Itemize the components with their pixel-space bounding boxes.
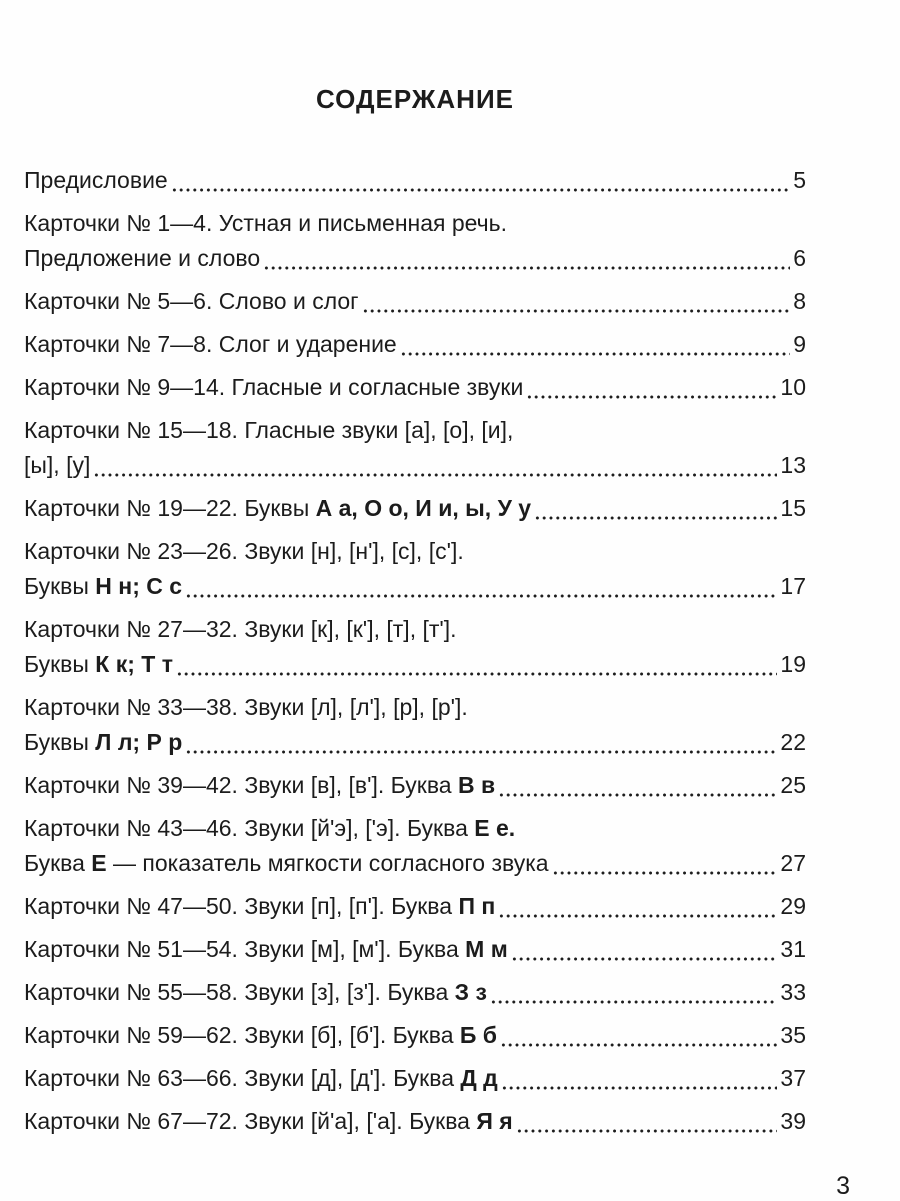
toc-entry (24, 163, 806, 198)
toc-entry-text (24, 1104, 513, 1139)
dot-leader (552, 846, 778, 881)
toc-page-number: 35 (780, 1022, 806, 1048)
text-segment: Карточки № 59—62. Звуки [б], [б']. Буква (24, 1022, 460, 1048)
toc-page-number: 25 (780, 772, 806, 798)
text-segment: Карточки № 47—50. Звуки [п], [п']. Буква (24, 893, 459, 919)
text-segment: Буквы (24, 729, 96, 755)
toc-page-number: 17 (780, 573, 806, 599)
text-segment: Карточки № 7—8. Слог и ударение (24, 331, 397, 357)
text-segment: Буквы (24, 573, 96, 599)
toc-entry (24, 889, 806, 924)
toc-entry-text (24, 1061, 498, 1096)
text-segment: Карточки № 43—46. Звуки [й'э], ['э]. Буква (24, 815, 475, 841)
toc-entry-line (24, 690, 806, 725)
toc-entry-line (24, 1061, 806, 1096)
letter-highlight: А а, О о, И и, ы, У у (315, 495, 532, 521)
letter-highlight: М м (465, 936, 508, 962)
toc-entry (24, 975, 806, 1010)
text-segment: Карточки № 39—42. Звуки [в], [в']. Буква (24, 772, 458, 798)
toc-entry-text (24, 889, 495, 924)
text-segment: Буквы (24, 651, 96, 677)
toc-page-number: 29 (780, 893, 806, 919)
toc-page-number: 33 (780, 979, 806, 1005)
dot-leader (176, 647, 777, 682)
letter-highlight: В в (457, 772, 496, 798)
text-segment: Карточки № 15—18. Гласные звуки [а], [о], [и], (24, 417, 514, 443)
text-segment: Карточки № 9—14. Гласные и согласные звуки (24, 374, 524, 400)
toc-entry-line (24, 534, 806, 569)
toc-entry-line (24, 491, 806, 526)
dot-leader (526, 370, 777, 405)
toc-entry (24, 327, 806, 362)
text-segment: Карточки № 51—54. Звуки [м], [м']. Буква (24, 936, 466, 962)
toc-page-number: 19 (780, 651, 806, 677)
dot-leader (490, 975, 778, 1010)
toc-entry-line (24, 241, 806, 276)
toc-entry (24, 690, 806, 760)
text-segment: [ы], [у] (24, 452, 91, 478)
text-segment: Предисловие (24, 167, 168, 193)
toc-entry-text (24, 491, 531, 526)
toc-entry-text (24, 284, 359, 319)
toc-entry-line (24, 1018, 806, 1053)
toc-entry-text (24, 163, 168, 198)
letter-highlight: Я я (476, 1108, 513, 1134)
toc-page-number: 9 (793, 331, 806, 357)
toc-entry-text (24, 725, 182, 760)
text-segment: Карточки № 23—26. Звуки [н], [н'], [с], [с']. (24, 538, 464, 564)
toc-entry-text (24, 327, 397, 362)
toc-entry (24, 206, 806, 276)
toc-entry-line (24, 206, 806, 241)
letter-highlight: З з (454, 979, 487, 1005)
table-of-contents (24, 163, 806, 1147)
toc-entry-line (24, 811, 806, 846)
toc-entry-text (24, 690, 468, 725)
toc-entry-text (24, 569, 182, 604)
toc-entry-text (24, 612, 457, 647)
page-number: 3 (836, 1172, 850, 1200)
toc-page-number: 10 (780, 374, 806, 400)
letter-highlight: Е е. (474, 815, 516, 841)
dot-leader (185, 725, 777, 760)
toc-entry-line (24, 768, 806, 803)
text-segment: Буква (24, 850, 92, 876)
toc-entry (24, 612, 806, 682)
toc-entry-text (24, 768, 495, 803)
dot-leader (500, 1018, 777, 1053)
text-segment: Карточки № 67—72. Звуки [й'а], ['а]. Буква (24, 1108, 477, 1134)
toc-entry-text (24, 448, 90, 483)
toc-entry-text (24, 932, 508, 967)
text-segment: Карточки № 5—6. Слово и слог (24, 288, 359, 314)
toc-entry-line (24, 569, 806, 604)
toc-page-number: 15 (780, 495, 806, 521)
dot-leader (93, 448, 777, 483)
text-segment: Карточки № 33—38. Звуки [л], [л'], [р], [р']. (24, 694, 468, 720)
letter-highlight: Е (91, 850, 107, 876)
toc-entry-text (24, 975, 487, 1010)
toc-entry (24, 284, 806, 319)
toc-page-number: 6 (793, 245, 806, 271)
text-segment: Карточки № 27—32. Звуки [к], [к'], [т], [т']. (24, 616, 457, 642)
toc-entry-text (24, 206, 507, 241)
toc-entry-line (24, 975, 806, 1010)
toc-entry (24, 370, 806, 405)
letter-highlight: Л л; Р р (95, 729, 183, 755)
dot-leader (185, 569, 777, 604)
toc-entry-line (24, 889, 806, 924)
dot-leader (501, 1061, 778, 1096)
dot-leader (498, 889, 777, 924)
toc-entry (24, 534, 806, 604)
toc-entry-line (24, 647, 806, 682)
toc-entry-line (24, 1104, 806, 1139)
toc-entry-line (24, 327, 806, 362)
dot-leader (534, 491, 777, 526)
toc-entry-text (24, 811, 515, 846)
toc-entry-line (24, 163, 806, 198)
toc-entry-line (24, 448, 806, 483)
toc-entry (24, 932, 806, 967)
toc-page-number: 22 (780, 729, 806, 755)
toc-entry-text (24, 370, 523, 405)
toc-entry (24, 768, 806, 803)
letter-highlight: К к; Т т (95, 651, 173, 677)
toc-entry-line (24, 932, 806, 967)
toc-entry (24, 413, 806, 483)
toc-entry (24, 491, 806, 526)
toc-entry-line (24, 413, 806, 448)
toc-entry-line (24, 370, 806, 405)
dot-leader (263, 241, 790, 276)
letter-highlight: Б б (459, 1022, 498, 1048)
dot-leader (511, 932, 778, 967)
text-segment: Предложение и слово (24, 245, 261, 271)
toc-page-number: 13 (780, 452, 806, 478)
toc-entry (24, 811, 806, 881)
toc-entry-text (24, 1018, 497, 1053)
letter-highlight: Д д (460, 1065, 498, 1091)
toc-page-number: 27 (780, 850, 806, 876)
toc-entry-text (24, 846, 549, 881)
toc-page-number: 37 (780, 1065, 806, 1091)
toc-entry (24, 1104, 806, 1139)
text-segment: Карточки № 19—22. Буквы (24, 495, 316, 521)
toc-entry-text (24, 534, 464, 569)
text-segment: Карточки № 1—4. Устная и письменная речь. (24, 210, 508, 236)
toc-entry-line (24, 612, 806, 647)
dot-leader (400, 327, 790, 362)
letter-highlight: П п (458, 893, 496, 919)
toc-entry-text (24, 241, 260, 276)
dot-leader (171, 163, 790, 198)
toc-page-number: 31 (780, 936, 806, 962)
toc-page-number: 5 (793, 167, 806, 193)
page-title: СОДЕРЖАНИЕ (316, 84, 514, 114)
text-segment: — показатель мягкости согласного звука (106, 850, 549, 876)
dot-leader (362, 284, 791, 319)
toc-entry-text (24, 413, 513, 448)
text-segment: Карточки № 55—58. Звуки [з], [з']. Буква (24, 979, 455, 1005)
toc-page-number: 8 (793, 288, 806, 314)
dot-leader (516, 1104, 778, 1139)
text-segment: Карточки № 63—66. Звуки [д], [д']. Буква (24, 1065, 461, 1091)
toc-entry-text (24, 647, 173, 682)
letter-highlight: Н н; С с (95, 573, 183, 599)
toc-entry-line (24, 284, 806, 319)
toc-entry-line (24, 725, 806, 760)
toc-page-number: 39 (780, 1108, 806, 1134)
toc-entry-line (24, 846, 806, 881)
toc-entry (24, 1061, 806, 1096)
dot-leader (498, 768, 777, 803)
toc-entry (24, 1018, 806, 1053)
